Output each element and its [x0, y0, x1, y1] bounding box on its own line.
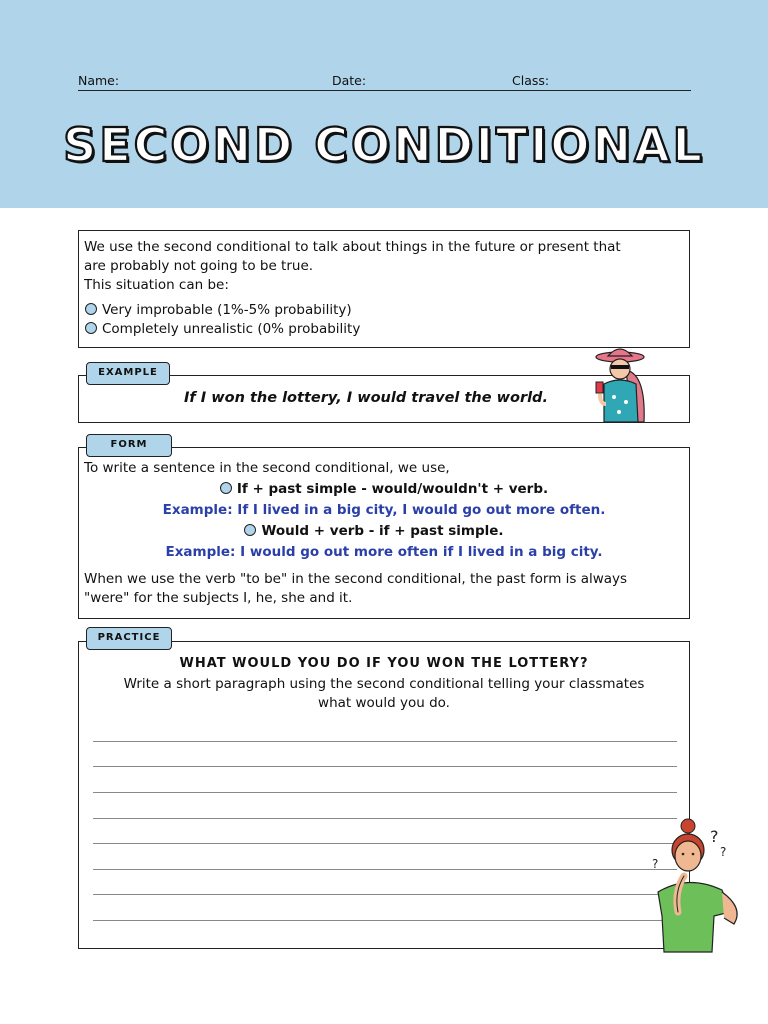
form-rule-1: If + past simple - would/wouldn't + verb. — [0, 480, 768, 499]
intro-line-3: This situation can be: — [84, 277, 229, 293]
practice-tag: PRACTICE — [86, 627, 172, 650]
writing-line[interactable] — [93, 766, 677, 767]
example-sentence: If I won the lottery, I would travel the world. — [184, 390, 548, 406]
form-tag: FORM — [86, 434, 172, 457]
form-rule-2: Would + verb - if + past simple. — [0, 522, 748, 541]
header-band — [0, 0, 768, 208]
form-note-line-1: When we use the verb "to be" in the second conditional, the past form is always — [84, 571, 628, 587]
writing-line[interactable] — [93, 792, 677, 793]
class-label: Class: — [512, 73, 550, 88]
practice-instruction-1: Write a short paragraph using the second conditional telling your classmates — [123, 676, 645, 692]
form-intro: To write a sentence in the second conditional, we use, — [84, 460, 450, 476]
practice-instruction-2: what would you do. — [318, 695, 450, 711]
writing-line[interactable] — [93, 894, 677, 895]
name-label: Name: — [78, 73, 120, 88]
intro-line-1: We use the second conditional to talk about things in the future or present that — [84, 239, 621, 255]
svg-text:?: ? — [652, 857, 659, 871]
writing-line[interactable] — [93, 818, 677, 819]
traveler-illustration — [586, 342, 656, 426]
practice-question: WHAT WOULD YOU DO IF YOU WON THE LOTTERY? — [179, 656, 589, 671]
form-example-2: Example: I would go out more often if I lived in a big city. — [165, 544, 603, 560]
writing-line[interactable] — [93, 869, 677, 870]
intro-line-2: are probably not going to be true. — [84, 258, 314, 274]
example-tag: EXAMPLE — [86, 362, 170, 385]
svg-text:?: ? — [720, 845, 727, 859]
thinking-woman-illustration — [648, 812, 748, 954]
intro-bullet-2: Completely unrealistic (0% probability — [85, 320, 360, 339]
writing-line[interactable] — [93, 741, 677, 742]
student-info-row[interactable] — [78, 72, 691, 91]
writing-line[interactable] — [93, 920, 677, 921]
bullet-icon — [244, 524, 256, 536]
svg-text:?: ? — [710, 827, 719, 846]
bullet-icon — [220, 482, 232, 494]
bullet-icon — [85, 322, 97, 334]
form-note-line-2: "were" for the subjects I, he, she and it. — [84, 590, 353, 606]
date-label: Date: — [332, 73, 367, 88]
bullet-icon — [85, 303, 97, 315]
writing-line[interactable] — [93, 843, 677, 844]
page-title: SECOND CONDITIONAL — [63, 118, 705, 172]
intro-bullet-1: Very improbable (1%-5% probability) — [85, 301, 352, 320]
form-example-1: Example: If I lived in a big city, I would go out more often. — [162, 502, 606, 518]
